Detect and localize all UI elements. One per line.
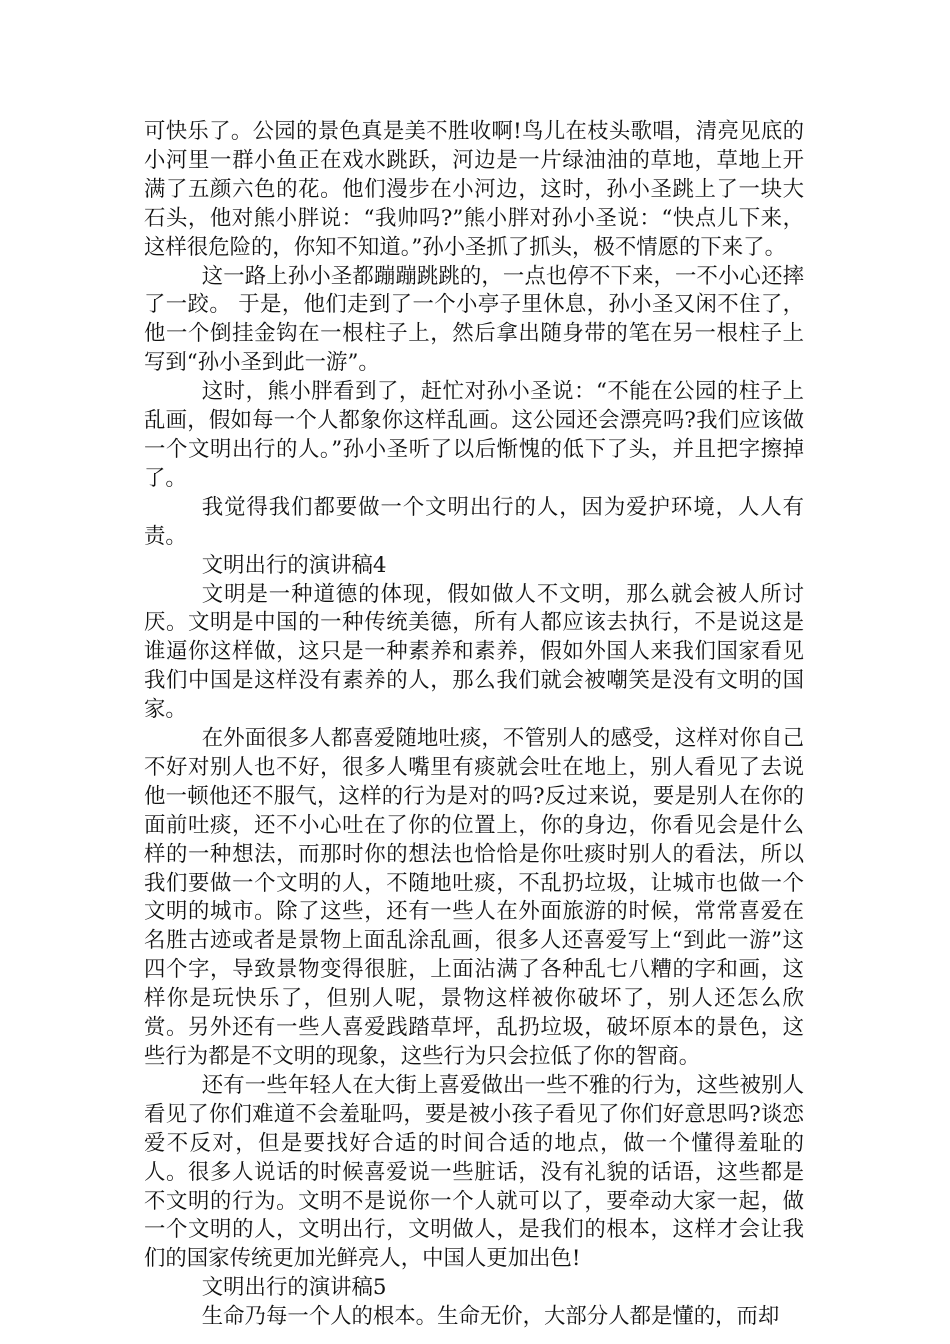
paragraph-story-continuation: 可快乐了。公园的景色真是美不胜收啊!鸟儿在枝头歌唱，清亮见底的小河里一群小鱼正在戏水跳跃，河边是一片绿油油的草地，草地上开满了五颜六色的花。他们漫步在小河边，这时，孙小圣跳上了一块大石头，他对熊小胖说：“我帅吗?”熊小胖对孙小圣说：“快点儿下来，这样很危险的，你知不知道。”孙小圣抓了抓头，极不情愿的下来了。	[144, 119, 804, 260]
section-heading-speech-4: 文明出行的演讲稿4	[201, 552, 387, 578]
paragraph-young-people: 还有一些年轻人在大街上喜爱做出一些不雅的行为，这些被别人看见了你们难道不会羞耻吗，要是被小孩子看见了你们好意思吗?谈恋爱不反对，但是要找好合适的时间合适的地点，做一个懂得羞耻的人。很多人说话的时候喜爱说一些脏话，没有礼貌的话语，这些都是不文明的行为。文明不是说你一个人就可以了，要牵动大家一起，做一个文明的人，文明出行，文明做人，是我们的根本，这样才会让我们的国家传统更加光鲜亮人，中国人更加出色!	[144, 1072, 804, 1272]
section-heading-speech-5: 文明出行的演讲稿5	[201, 1275, 387, 1301]
paragraph-life-intro: 生命乃每一个人的根本。生命无价，大部分人都是懂的，而却	[201, 1304, 780, 1330]
paragraph-spitting-littering: 在外面很多人都喜爱随地吐痰，不管别人的感受，这样对你自己不好对别人也不好，很多人嘴里有痰就会吐在地上，别人看见了去说他一顿他还不服气，这样的行为是对的吗?反过来说，要是别人在你的面前吐痰，还不小心吐在了你的位置上，你的身边，你看见会是什么样的一种想法，而那时你的想法也恰恰是你吐痰时别人的看法，所以我们要做一个文明的人，不随地吐痰，不乱扔垃圾，让城市也做一个文明的城市。除了这些，还有一些人在外面旅游的时候，常常喜爱在名胜古迹或者是景物上面乱涂乱画，很多人还喜爱写上“到此一游”这四个字，导致景物变得很脏，上面沾满了各种乱七八糟的字和画，这样你是玩快乐了，但别人呢，景物这样被你破坏了，别人还怎么欣赏。另外还有一些人喜爱践踏草坪，乱扔垃圾，破坏原本的景色，这些行为都是不文明的现象，这些行为只会拉低了你的智商。	[144, 726, 804, 1069]
paragraph-civility-intro: 文明是一种道德的体现，假如做人不文明，那么就会被人所讨厌。文明是中国的一种传统美德，所有人都应该去执行，不是说这是谁逼你这样做，这只是一种素养和素养，假如外国人来我们国家看见我们中国是这样没有素养的人，那么我们就会被嘲笑是没有文明的国家。	[144, 581, 804, 723]
paragraph-pavilion-scene: 这一路上孙小圣都蹦蹦跳跳的，一点也停不下来，一不小心还摔了一跤。 于是，他们走到了一个小亭子里休息，孙小圣又闲不住了，他一个倒挂金钩在一根柱子上，然后拿出随身带的笔在另一根柱子上写到“孙小圣到此一游”。	[144, 263, 804, 376]
document-page	[144, 118, 804, 1332]
paragraph-conclusion: 我觉得我们都要做一个文明出行的人，因为爱护环境，人人有责。	[144, 494, 804, 549]
paragraph-bear-advice: 这时，熊小胖看到了，赶忙对孙小圣说：“不能在公园的柱子上乱画，假如每一个人都象你这样乱画。这公园还会漂亮吗?我们应该做一个文明出行的人。”孙小圣听了以后惭愧的低下了头，并且把字擦掉了。	[144, 379, 804, 491]
